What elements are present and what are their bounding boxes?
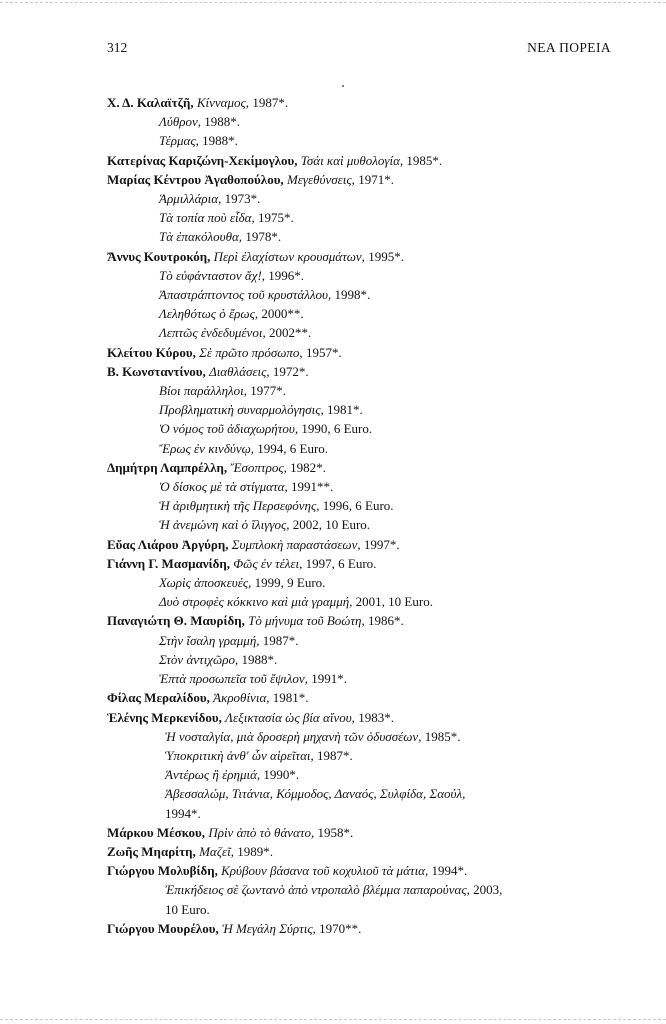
list-item	[107, 650, 607, 669]
publication-info: 1977*.	[247, 383, 287, 399]
publication-info: 1987*.	[313, 747, 353, 763]
publication-info: 1972*.	[269, 363, 309, 379]
publication-info: 1973*.	[221, 191, 261, 207]
author-name: Φίλας Μεραλίδου,	[107, 690, 210, 706]
publication-info: 1991**.	[287, 479, 334, 495]
publication-info: 1996*.	[265, 267, 305, 283]
publication-info: 1988*.	[198, 133, 238, 149]
book-title: Μαζεῖ,	[199, 843, 234, 859]
author-name: Ἄννυς Κουτροκόη,	[107, 248, 211, 264]
book-title: Χωρὶς ἀποσκευές,	[159, 575, 252, 591]
list-item	[107, 343, 607, 362]
author-name: Ἑλένης Μερκενίδου,	[107, 709, 222, 725]
book-title: Σὲ πρῶτο πρόσωπο,	[199, 344, 303, 360]
page-header	[107, 40, 611, 60]
book-title: Πρὶν ἀπὸ τὸ θάνατο,	[208, 824, 315, 840]
publication-info: 1987*.	[259, 632, 299, 648]
book-title: Ἡ νοσταλγία, μιὰ δροσερὴ μηχανὴ τῶν ὀδυσσέων,	[165, 728, 422, 744]
list-item	[107, 861, 607, 880]
publication-info: 1995*.	[364, 248, 404, 264]
book-title: Λεξικτασία ὡς βία αἴνου,	[225, 709, 355, 725]
publication-info: 2000**.	[258, 306, 304, 322]
publication-info: 1982*.	[286, 459, 326, 475]
list-item	[107, 189, 607, 208]
publication-info: 1994*.	[428, 863, 468, 879]
author-name: Μαρίας Κέντρου Ἀγαθοπούλου,	[107, 171, 284, 187]
list-item	[107, 765, 607, 784]
list-item	[107, 515, 607, 534]
book-title: Ὑποκριτικὴ ἀνθ' ὧν αἱρεῖται,	[165, 747, 314, 763]
list-item	[107, 285, 607, 304]
book-title: Τὰ τοπία ποὺ εἶδα,	[159, 210, 255, 226]
publication-info: 2002, 10 Euro.	[289, 517, 371, 533]
publication-info: 1994*.	[165, 805, 201, 821]
list-item	[107, 669, 607, 688]
publication-info: 1987*.	[249, 95, 289, 110]
book-title: Διαθλάσεις,	[209, 363, 270, 379]
book-title: Κρύβουν βάσανα τοῦ κοχυλιοῦ τὰ μάτια,	[221, 863, 429, 879]
book-title: Ἡ ἀριθμητικὴ τῆς Περσεφόνης,	[159, 498, 320, 514]
list-item	[107, 688, 607, 707]
list-item	[107, 323, 607, 342]
publication-info: 2003,	[469, 882, 503, 898]
list-item	[107, 611, 607, 630]
running-head: ΝΕΑ ΠΟΡΕΙΑ	[527, 40, 611, 55]
list-item	[107, 919, 607, 938]
list-item	[107, 746, 607, 765]
author-name: Εὔας Λιάρου Ἀργύρη,	[107, 536, 229, 552]
book-title: Ὁ δίσκος μὲ τὰ στίγματα,	[159, 479, 288, 495]
publication-info: 2001, 10 Euro.	[352, 594, 433, 610]
book-title: Μεγεθύνσεις,	[286, 171, 355, 187]
book-title: Βίοι παράλληλοι,	[159, 383, 248, 399]
publication-info: 1978*.	[242, 229, 282, 245]
bibliography-list	[107, 93, 607, 938]
list-item	[107, 208, 607, 227]
author-name: Κλείτου Κύρου,	[107, 344, 196, 360]
list-item	[107, 631, 607, 650]
publication-info: 1986*.	[364, 613, 404, 629]
list-item	[107, 592, 607, 611]
author-name: Γιώργου Μολυβίδη,	[107, 863, 218, 879]
book-title: Περὶ ἐλαχίστων κρουσμάτων,	[213, 248, 365, 264]
book-title: Ἀβεσσαλώμ, Τιτάνια, Κόμμοδος, Δαναός, Συλφίδα, Σαούλ,	[165, 786, 466, 802]
book-title: Φῶς ἐν τέλει,	[233, 555, 303, 571]
list-item	[107, 727, 607, 746]
book-title: Ἀκροθίνια,	[213, 690, 270, 706]
publication-info: 1998*.	[331, 287, 371, 303]
publication-info: 1990, 6 Euro.	[298, 421, 373, 437]
list-item	[107, 400, 607, 419]
publication-info: 1988*.	[238, 651, 278, 667]
publication-info: 1981*.	[323, 402, 363, 418]
book-title: Τὰ ἐπακόλουθα,	[159, 229, 243, 245]
list-item	[107, 784, 607, 803]
publication-info: 1990*.	[260, 767, 300, 783]
author-name: Μάρκου Μέσκου,	[107, 824, 206, 840]
book-title: Τέρμας,	[159, 133, 199, 149]
author-name: Χ. Δ. Καλαϊτζῆ,	[107, 95, 194, 110]
book-title: Λεπτῶς ἐνδεδυμένοι,	[159, 325, 266, 341]
list-item	[107, 708, 607, 727]
publication-info: 10 Euro.	[165, 901, 210, 917]
book-title: Λεληθότως ὁ ἔρως,	[159, 306, 259, 322]
list-item	[107, 419, 607, 438]
book-title: Στὴν ἴσαλη γραμμή,	[159, 632, 260, 648]
list-item-continuation	[107, 900, 607, 919]
author-name: Παναγιώτη Θ. Μαυρίδη,	[107, 613, 245, 629]
book-title: Ἀντέρως ἢ ἐρημιά,	[165, 767, 261, 783]
author-name: Β. Κωνσταντίνου,	[107, 363, 206, 379]
list-item	[107, 554, 607, 573]
publication-info: 1999, 9 Euro.	[251, 575, 326, 591]
list-item-continuation	[107, 804, 607, 823]
list-item	[107, 362, 607, 381]
publication-info: 1991*.	[307, 671, 347, 687]
page-number: 312	[107, 40, 128, 55]
list-item	[107, 93, 607, 112]
publication-info: 1996, 6 Euro.	[319, 498, 394, 514]
publication-info: 1988*.	[200, 114, 240, 130]
book-title: Ἑπτὰ προσωπεῖα τοῦ ἔψιλον,	[159, 671, 308, 687]
list-item	[107, 458, 607, 477]
book-title: Ἡ ἀνεμώνη καὶ ὁ ἴλιγγος,	[159, 517, 290, 533]
book-title: Συμπλοκὴ παραστάσεων,	[231, 536, 361, 552]
list-item	[107, 247, 607, 266]
list-item	[107, 842, 607, 861]
list-item	[107, 151, 607, 170]
author-name: Γιάννη Γ. Μασμανίδη,	[107, 555, 230, 571]
book-title: Στὸν ἀντιχῶρο,	[159, 651, 239, 667]
publication-info: 1985*.	[403, 152, 443, 168]
list-item	[107, 573, 607, 592]
publication-info: 2002**.	[265, 325, 312, 341]
list-item	[107, 381, 607, 400]
page-edge-bottom	[0, 1019, 666, 1020]
list-item	[107, 131, 607, 150]
publication-info: 1989*.	[233, 843, 273, 859]
list-item	[107, 477, 607, 496]
publication-info: 1971*.	[354, 171, 394, 187]
book-title: Ἔρως ἐν κινδύνῳ,	[159, 440, 255, 456]
book-title: Ὁ νόμος τοῦ ἀδιαχωρήτου,	[159, 421, 299, 437]
list-item	[107, 304, 607, 323]
book-title: Ἀπαστράπτοντος τοῦ κρυστάλλου,	[159, 287, 332, 303]
book-title: Δυὸ στροφὲς κόκκινο καὶ μιὰ γραμμή,	[159, 594, 353, 610]
book-title: Τσάι καὶ μυθολογία,	[300, 152, 404, 168]
list-item	[107, 227, 607, 246]
list-item	[107, 266, 607, 285]
book-title: Τὸ μήνυμα τοῦ Βοώτη,	[248, 613, 365, 629]
list-item	[107, 823, 607, 842]
book-title: Ἔσοπτρος,	[230, 459, 287, 475]
book-title: Ἡ Μεγάλη Σύρτις,	[222, 920, 316, 936]
list-item	[107, 170, 607, 189]
stray-mark	[342, 85, 344, 87]
author-name: Δημήτρη Λαμπρέλλη,	[107, 459, 228, 475]
book-title: Λύθρον,	[159, 114, 201, 130]
publication-info: 1997*.	[360, 536, 400, 552]
publication-info: 1994, 6 Euro.	[254, 440, 329, 456]
book-title: Προβληματικὴ συναρμολόγησις,	[159, 402, 324, 418]
list-item	[107, 112, 607, 131]
list-item	[107, 439, 607, 458]
publication-info: 1975*.	[254, 210, 294, 226]
publication-info: 1957*.	[302, 344, 342, 360]
list-item	[107, 535, 607, 554]
publication-info: 1997, 6 Euro.	[302, 555, 377, 571]
book-title: Ἁρμιλλάρια,	[159, 191, 222, 207]
page-edge-top	[0, 2, 666, 3]
publication-info: 1981*.	[269, 690, 309, 706]
publication-info: 1970**.	[315, 920, 362, 936]
publication-info: 1958*.	[314, 824, 354, 840]
publication-info: 1983*.	[354, 709, 394, 725]
book-title: Ἐπικήδειος σὲ ζωντανὸ ἀπὸ ντροπαλὸ βλέμμα παπαρούνας,	[165, 882, 470, 898]
book-title: Τὸ εὐφάνταστον ἄχ!,	[159, 267, 266, 283]
author-name: Κατερίνας Καριζώνη-Χεκίμογλου,	[107, 152, 298, 168]
author-name: Γιώργου Μουρέλου,	[107, 920, 219, 936]
list-item	[107, 496, 607, 515]
book-title: Κίνναμος,	[196, 95, 250, 110]
list-item	[107, 880, 607, 899]
publication-info: 1985*.	[421, 728, 461, 744]
author-name: Ζωῆς Μηαρίτη,	[107, 843, 196, 859]
